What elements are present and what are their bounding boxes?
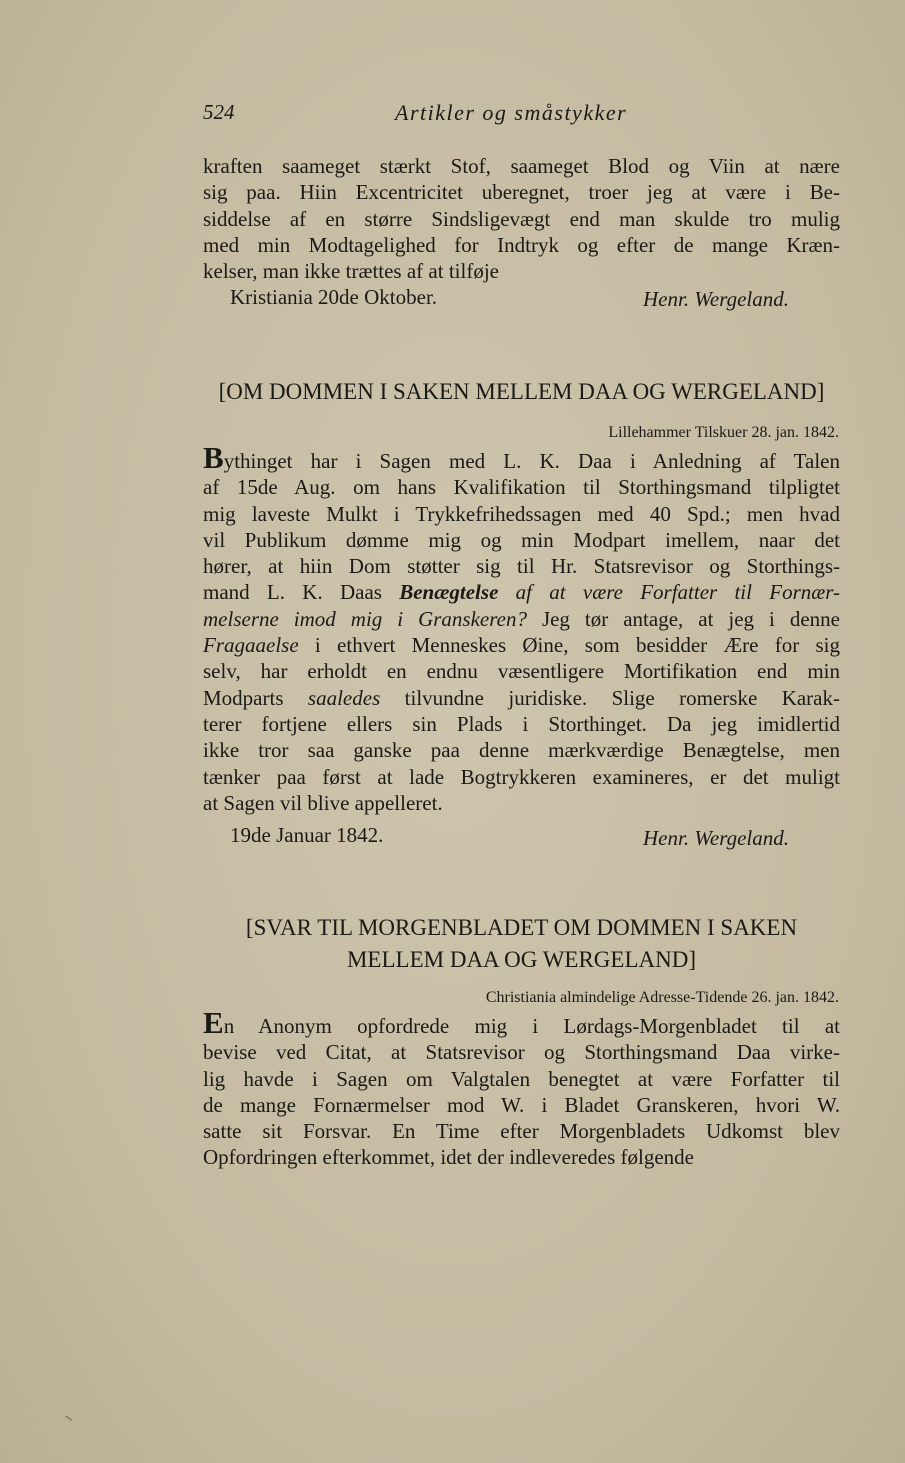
source-citation: Lillehammer Tilskuer 28. jan. 1842. <box>608 424 839 441</box>
article-title <box>203 912 840 976</box>
text-line: siddelse af en større Sindsligevægt end man skulde tro mulig <box>203 206 840 231</box>
emphasis: saaledes <box>307 685 381 710</box>
emphasis: Benægtelse <box>399 580 499 605</box>
article-body <box>203 440 840 816</box>
page-number: 524 <box>203 100 235 124</box>
date-line: 19de Januar 1842. <box>230 823 384 847</box>
emphasis: af at være Forfatter til Fornær- <box>498 580 840 605</box>
text-line: de mange Fornærmelser mod W. i Bladet Granskeren, hvori W. <box>203 1092 840 1117</box>
continuation-paragraph <box>203 153 840 284</box>
text-line: kraften saameget stærkt Stof, saameget Blod og Viin at nære <box>203 154 840 178</box>
text-line: tænker paa først at lade Bogtrykkeren examineres, er det muligt <box>203 764 840 789</box>
source-citation: Christiania almindelige Adresse-Tidende 26. jan. 1842. <box>485 989 839 1006</box>
emphasis: melserne imod mig i Granskeren? <box>203 606 527 631</box>
text-line: Opfordringen efterkommet, idet der indleveredes følgende <box>203 1145 694 1170</box>
title-line: MELLEM DAA OG WERGELAND] <box>346 947 696 972</box>
text-line: Fragaaelse i ethvert Menneskes Øine, som besidder Ære for sig <box>203 633 840 658</box>
drop-cap: B <box>203 440 224 475</box>
title-line: [SVAR TIL MORGENBLADET OM DOMMEN I SAKEN <box>245 915 798 940</box>
text-line: at Sagen vil blive appelleret. <box>203 790 443 815</box>
article-body <box>203 1005 840 1171</box>
text-line: mig laveste Mulkt i Trykkefrihedssagen med 40 Spd.; men hvad <box>203 501 840 526</box>
article-title: [OM DOMMEN I SAKEN MELLEM DAA OG WERGELAND] <box>218 379 825 404</box>
page-header <box>203 100 843 132</box>
running-title: Artikler og småstykker <box>395 100 628 125</box>
text-line: Modparts saaledes tilvundne juridiske. Slige romerske Karak- <box>203 685 840 710</box>
text-line: vil Publikum dømme mig og min Modpart imellem, naar det <box>203 527 840 552</box>
text-line: med min Modtagelighed for Indtryk og efter de mange Kræn- <box>203 232 840 257</box>
text-line: mand L. K. Daas Benægtelse af at være Forfatter til Fornær- <box>203 580 840 605</box>
text-line: Bythinget har i Sagen med L. K. Daa i Anledning af Talen <box>203 440 840 475</box>
text-line: melserne imod mig i Granskeren? Jeg tør antage, at jeg i denne <box>203 606 840 631</box>
text-line: sig paa. Hiin Excentricitet uberegnet, troer jeg at være i Be- <box>203 180 840 205</box>
drop-cap: E <box>203 1005 224 1040</box>
text-line: hører, at hiin Dom støtter sig til Hr. Statsrevisor og Storthings- <box>203 554 840 579</box>
text-line: ikke tror saa ganske paa denne mærkværdige Benægtelse, men <box>203 738 840 763</box>
text-line: bevise ved Citat, at Statsrevisor og Storthingsmand Daa virke- <box>203 1040 840 1065</box>
place-date: Kristiania 20de Oktober. <box>230 285 438 309</box>
text-line: kelser, man ikke trættes af at tilføje <box>203 259 499 284</box>
text-line: af 15de Aug. om hans Kvalifikation til Storthingsmand tilpligtet <box>203 475 840 500</box>
text-line: satte sit Forsvar. En Time efter Morgenbladets Udkomst blev <box>203 1119 840 1144</box>
paper-blemish <box>65 1411 75 1421</box>
text-line: selv, har erholdt en endnu væsentligere Mortifikation end min <box>203 659 840 684</box>
emphasis: Fragaaelse <box>203 633 299 658</box>
text-line: lig havde i Sagen om Valgtalen benegtet at være Forfatter til <box>203 1066 840 1091</box>
text-line: terer fortjene ellers sin Plads i Storthinget. Da jeg imidlertid <box>203 711 840 736</box>
signature: Henr. Wergeland. <box>643 287 790 311</box>
signature: Henr. Wergeland. <box>643 826 790 850</box>
text-line: En Anonym opfordrede mig i Lørdags-Morgenbladet til at <box>203 1005 840 1040</box>
